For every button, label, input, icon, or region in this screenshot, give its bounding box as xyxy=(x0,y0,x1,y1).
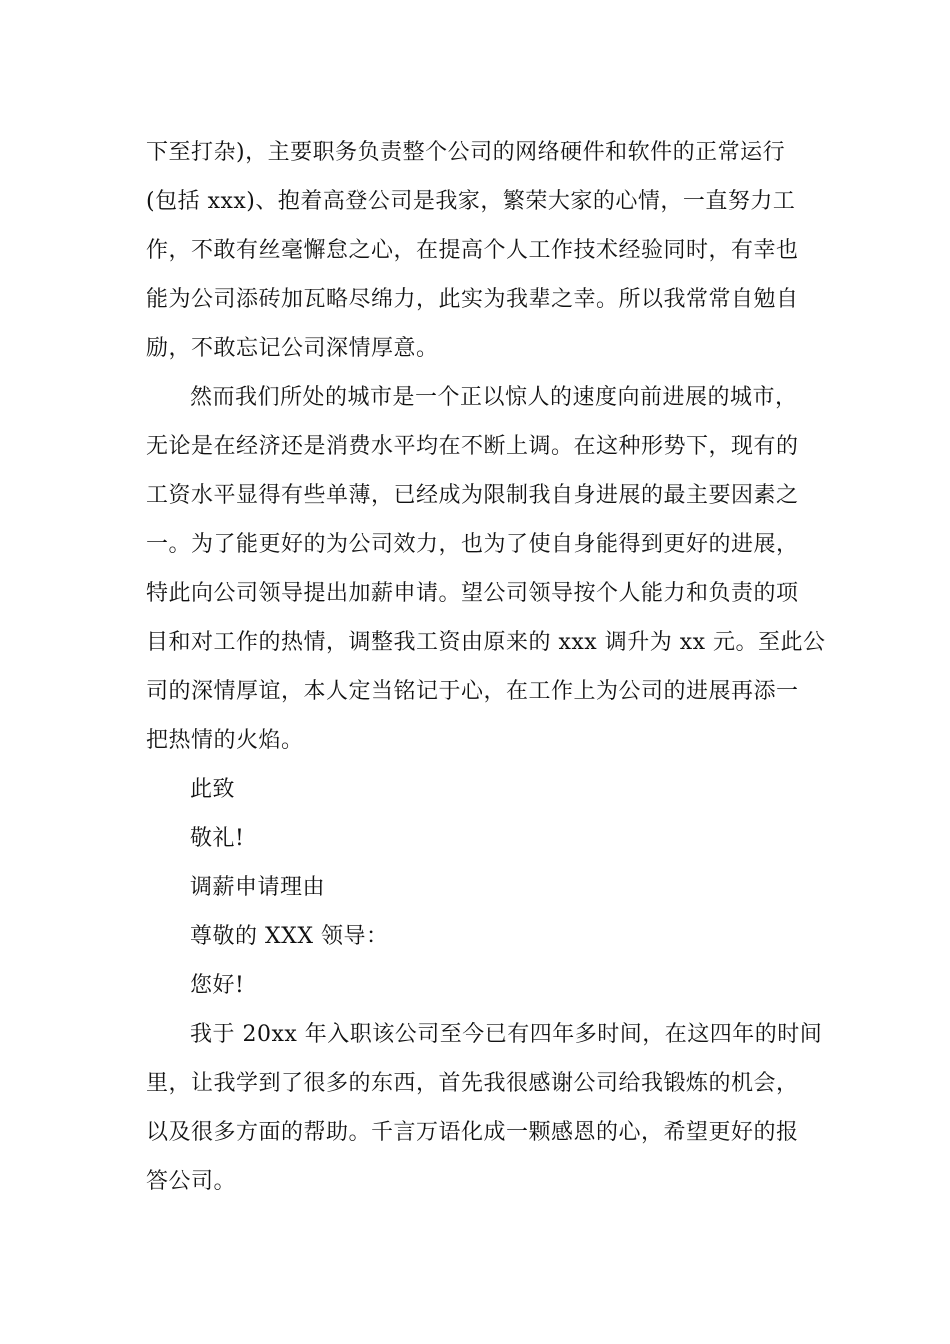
text-line: 励，不敢忘记公司深情厚意。 xyxy=(146,336,439,361)
text-line: 司的深情厚谊，本人定当铭记于心，在工作上为公司的进展再添一 xyxy=(146,679,799,704)
text-line: 目和对工作的热情，调整我工资由原来的 xxx 调升为 xx 元。至此公 xyxy=(146,630,826,655)
closing-line: 此致 xyxy=(190,777,236,802)
text-line: 下至打杂)，主要职务负责整个公司的网络硬件和软件的正常运行 xyxy=(146,140,786,165)
text-line: 作，不敢有丝毫懈怠之心，在提高个人工作技术经验同时，有幸也 xyxy=(146,238,799,263)
greeting-recipient: 尊敬的 XXX 领导： xyxy=(190,924,389,949)
text-line: (包括 xxx)、抱着高登公司是我家，繁荣大家的心情，一直努力工 xyxy=(146,189,796,214)
paragraph-first-line: 然而我们所处的城市是一个正以惊人的速度向前进展的城市， xyxy=(190,385,798,410)
text-line: 答公司。 xyxy=(146,1169,237,1194)
text-line: 工资水平显得有些单薄，已经成为限制我自身进展的最主要因素之 xyxy=(146,483,799,508)
section-title: 调薪申请理由 xyxy=(190,875,326,900)
text-line: 一。为了能更好的为公司效力，也为了使自身能得到更好的进展， xyxy=(146,532,799,557)
greeting-line: 您好! xyxy=(190,973,245,998)
paragraph-first-line: 我于 20xx 年入职该公司至今已有四年多时间，在这四年的时间 xyxy=(190,1022,823,1047)
text-line: 把热情的火焰。 xyxy=(146,728,304,753)
text-line: 能为公司添砖加瓦略尽绵力，此实为我辈之幸。所以我常常自勉自 xyxy=(146,287,799,312)
salute-line: 敬礼! xyxy=(190,826,245,851)
text-line: 无论是在经济还是消费水平均在不断上调。在这种形势下，现有的 xyxy=(146,434,799,459)
text-line: 以及很多方面的帮助。千言万语化成一颗感恩的心，希望更好的报 xyxy=(146,1120,799,1145)
text-line: 里，让我学到了很多的东西，首先我很感谢公司给我锻炼的机会， xyxy=(146,1071,799,1096)
document-body xyxy=(146,128,826,1206)
text-line: 特此向公司领导提出加薪申请。望公司领导按个人能力和负责的项 xyxy=(146,581,799,606)
